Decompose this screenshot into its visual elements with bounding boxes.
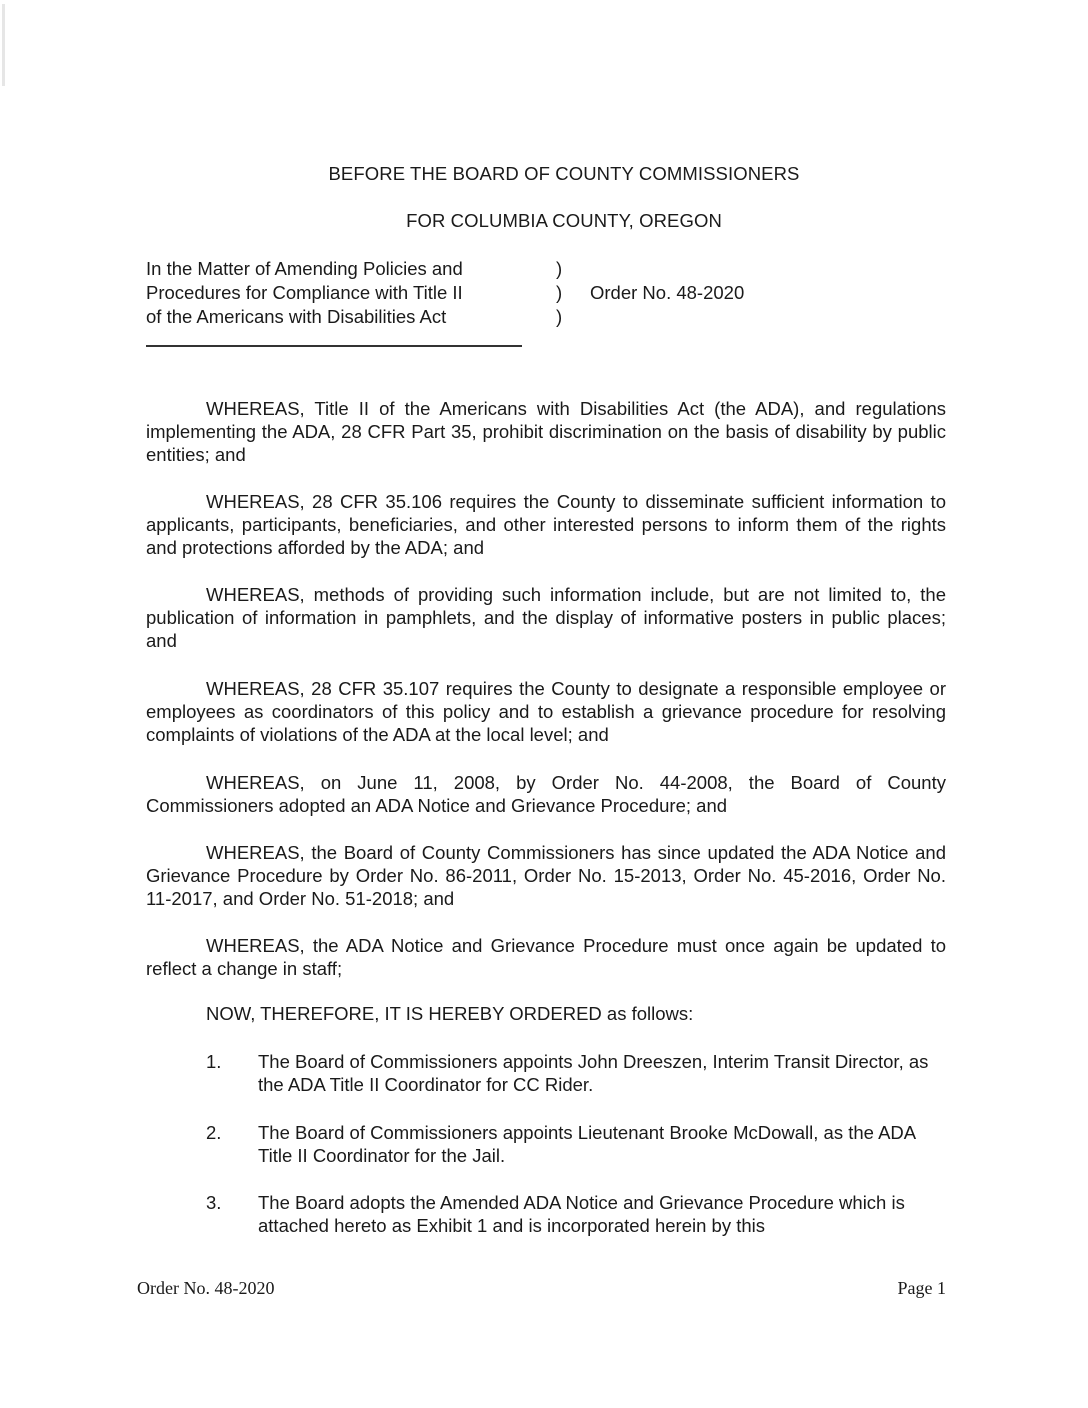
recital-paragraph: WHEREAS, 28 CFR 35.107 requires the County to designate a responsible employee or employees as coordinators of this policy and to establish a grievance procedure for resolving complaints of violations of the ADA at the local level; and — [146, 678, 946, 745]
recital-paragraph: WHEREAS, 28 CFR 35.106 requires the County to disseminate sufficient information to applicants, participants, beneficiaries, and other interested persons to inform them of the rights and protections afforded by the ADA; and — [146, 491, 946, 558]
paren: ) — [556, 306, 563, 327]
item-text: The Board of Commissioners appoints Lieutenant Brooke McDowall, as the ADA Title II Coordinator for the Jail. — [258, 1122, 916, 1166]
caption-divider — [146, 345, 522, 347]
item-number: 3. — [206, 1192, 222, 1213]
caption-line: In the Matter of Amending Policies and — [146, 258, 463, 279]
scan-edge-artifact — [2, 4, 5, 86]
recital-paragraph: WHEREAS, methods of providing such information include, but are not limited to, the publication of information in pamphlets, and the display of informative posters in public places; and — [146, 584, 946, 651]
caption-parens — [556, 257, 562, 329]
county-heading: FOR COLUMBIA COUNTY, OREGON — [406, 210, 722, 231]
recital-paragraph: WHEREAS, Title II of the Americans with Disabilities Act (the ADA), and regulations implementing the ADA, 28 CFR Part 35, prohibit discrimination on the basis of disability by public entities; and — [146, 398, 946, 465]
item-text: The Board of Commissioners appoints John Dreeszen, Interim Transit Director, as the ADA Title II Coordinator for CC Rider. — [258, 1051, 929, 1095]
recital-paragraph: WHEREAS, on June 11, 2008, by Order No. 44-2008, the Board of County Commissioners adopted an ADA Notice and Grievance Procedure; and — [146, 772, 946, 816]
matter-caption — [146, 257, 463, 329]
footer-order-number: Order No. 48-2020 — [137, 1278, 275, 1298]
caption-line: Procedures for Compliance with Title II — [146, 282, 463, 303]
item-number: 2. — [206, 1122, 222, 1143]
caption-line: of the Americans with Disabilities Act — [146, 306, 447, 327]
board-heading: BEFORE THE BOARD OF COUNTY COMMISSIONERS — [328, 163, 800, 184]
recital-paragraph: WHEREAS, the ADA Notice and Grievance Procedure must once again be updated to reflect a change in staff; — [146, 935, 946, 979]
order-number: Order No. 48-2020 — [590, 282, 745, 303]
item-number: 1. — [206, 1051, 222, 1072]
paren: ) — [556, 258, 563, 279]
paren: ) — [556, 282, 563, 303]
recital-paragraph: WHEREAS, the Board of County Commissioners has since updated the ADA Notice and Grievance Procedure by Order No. 86-2011, Order No. 15-2013, Order No. 45-2016, Order No. 11-2017, and Order No. 51-2018; and — [146, 842, 946, 909]
ordered-intro: NOW, THEREFORE, IT IS HEREBY ORDERED as follows: — [206, 1003, 694, 1024]
item-text: The Board adopts the Amended ADA Notice and Grievance Procedure which is attached hereto as Exhibit 1 and is incorporated herein by this — [258, 1192, 905, 1236]
footer-page-number: Page 1 — [897, 1278, 946, 1298]
